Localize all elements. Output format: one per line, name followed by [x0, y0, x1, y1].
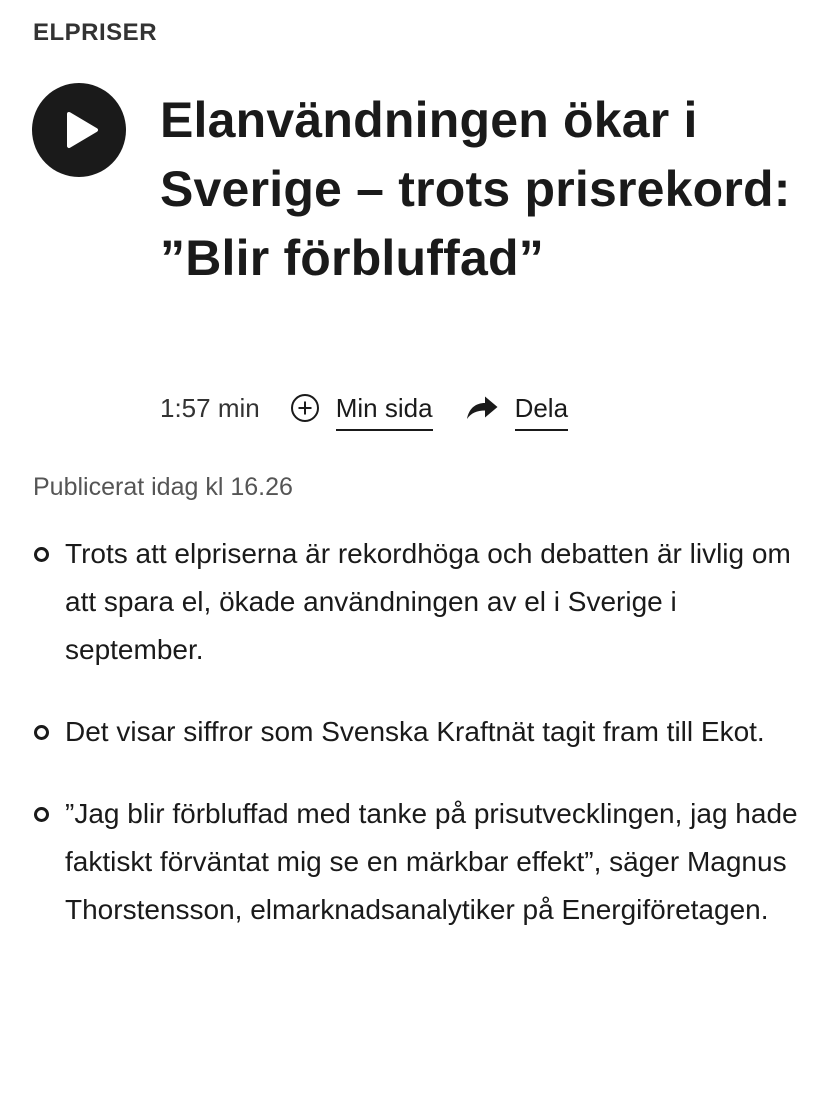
add-to-my-page-label: Min sida: [336, 388, 433, 431]
category-label: ELPRISER: [33, 19, 158, 46]
list-item: [33, 708, 803, 756]
share-button[interactable]: [465, 388, 568, 431]
plus-circle-icon: [290, 388, 320, 428]
play-icon: [65, 111, 99, 149]
list-item: [33, 530, 803, 674]
list-item-text: Det visar siffror som Svenska Kraftnät tagit fram till Ekot.: [65, 716, 765, 747]
published-timestamp: Publicerat idag kl 16.26: [33, 473, 293, 501]
audio-duration: 1:57 min: [160, 393, 260, 423]
list-item-text: ”Jag blir förbluffad med tanke på prisutvecklingen, jag hade faktiskt förväntat mig se en märkbar effekt”, säger Magnus Thorstensson, elmarknadsanalytiker på Energiföretagen.: [65, 798, 798, 925]
list-item-text: Trots att elpriserna är rekordhöga och debatten är livlig om att spara el, ökade användningen av el i Sverige i september.: [65, 538, 791, 665]
share-label: Dela: [515, 388, 568, 431]
bullet-circle-icon: [34, 807, 49, 822]
play-button[interactable]: [32, 83, 126, 177]
share-arrow-icon: [465, 388, 499, 428]
article-meta-row: [160, 388, 568, 432]
bullet-circle-icon: [34, 725, 49, 740]
bullet-circle-icon: [34, 547, 49, 562]
article-headline: Elanvändningen ökar i Sverige – trots prisrekord: ”Blir förbluffad”: [160, 92, 791, 286]
list-item: [33, 790, 803, 934]
summary-list: [33, 530, 803, 968]
add-to-my-page-button[interactable]: [290, 388, 433, 431]
